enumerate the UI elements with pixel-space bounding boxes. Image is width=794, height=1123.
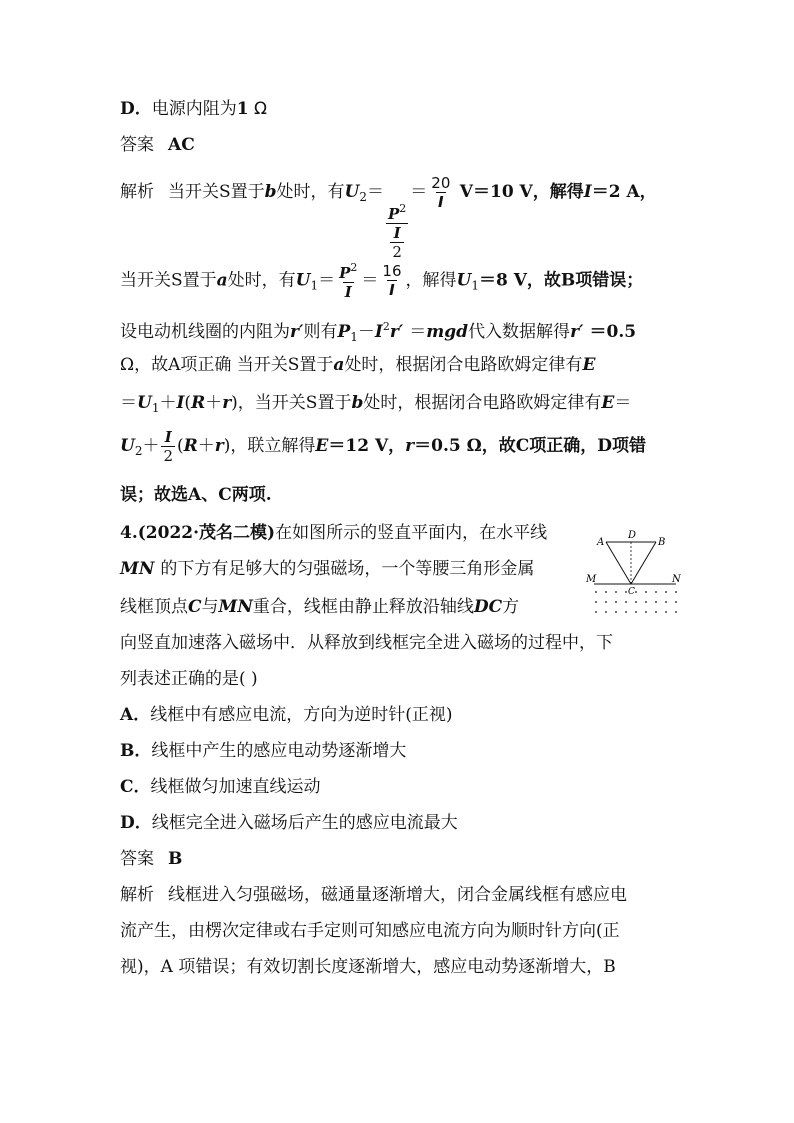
option-text: 电源内阻为 (151, 99, 237, 119)
text: ( (184, 393, 192, 413)
q4-option-d (120, 810, 458, 836)
text: 在如图所示的竖直平面内，在水平线 (275, 523, 548, 543)
q4-analysis-line-2 (120, 918, 620, 944)
q4-analysis-line-1 (120, 882, 627, 908)
text: 处时，根据闭合电路欧姆定律有 (363, 393, 602, 413)
text: ＝ (120, 393, 137, 413)
text: ＝ (410, 182, 428, 202)
q4-line-2 (120, 556, 534, 582)
q4-option-c (120, 774, 321, 800)
var: I (176, 393, 185, 413)
var: I (374, 322, 383, 342)
subscript: 2 (359, 190, 368, 204)
frame-left-edge (606, 542, 631, 584)
var: I (344, 283, 352, 301)
var: P (337, 322, 351, 342)
fraction-p2-over-i (337, 262, 359, 300)
text: ，解得 (405, 270, 457, 291)
var: U (120, 436, 135, 456)
var: U (456, 270, 472, 291)
option-text: 线框中产生的感应电动势逐渐增大 (151, 741, 407, 761)
option-text: 线框做匀加速直线运动 (150, 777, 321, 797)
label-m: M (586, 574, 597, 585)
var: MN (120, 559, 155, 579)
var: U (295, 270, 311, 291)
prev-analysis-line-5 (120, 390, 631, 421)
var: C (188, 597, 202, 617)
prev-option-d (120, 96, 267, 122)
var: I (393, 224, 401, 242)
text: ＝8 V，故B项错误； (478, 270, 644, 291)
var: r (222, 393, 232, 413)
text: 处时，根据闭合电路欧姆定律有 (344, 355, 583, 375)
superscript: 2 (382, 320, 390, 333)
var: a (333, 355, 345, 375)
var: E (601, 393, 615, 413)
var: I (389, 281, 395, 299)
superscript: 2 (350, 261, 358, 274)
var: P (388, 205, 400, 223)
var: U (137, 393, 152, 413)
prev-analysis-line-6 (120, 422, 646, 475)
q4-line-4 (120, 630, 613, 656)
q4-answer (120, 846, 182, 872)
subscript: 2 (134, 444, 143, 458)
text: 则有 (303, 322, 338, 342)
var: I (164, 427, 172, 446)
text: 方 (502, 597, 520, 617)
prev-analysis-line-7 (120, 482, 272, 508)
text: 向竖直加速落入磁场中．从释放到线框完全进入磁场的过程中，下 (120, 633, 613, 653)
number: 2 (163, 446, 174, 465)
var: DC (473, 597, 503, 617)
label-n: N (672, 574, 681, 585)
var: a (216, 270, 228, 291)
prev-answer (120, 132, 195, 158)
text: 设电动机线圈的内阻为 (120, 322, 290, 342)
number: 20 (431, 173, 451, 192)
inner-fraction (390, 226, 404, 260)
text: 线框进入匀强磁场，磁通量逐渐增大，闭合金属线框有感应电 (168, 885, 627, 905)
text: 处时，有 (227, 270, 296, 291)
text: V＝10 V，解得 (459, 182, 584, 202)
text: 重合，线框由静止释放沿轴线 (252, 597, 474, 617)
subscript: 1 (471, 278, 479, 293)
subscript: 1 (151, 401, 160, 415)
answer-value: B (168, 849, 183, 869)
answer-value: AC (168, 135, 195, 155)
text: 当开关S置于 (120, 270, 217, 291)
var: R (191, 393, 206, 413)
text: ＝ (361, 270, 379, 291)
text: )，联立解得 (223, 436, 316, 456)
var: r′ (570, 322, 584, 342)
text: 视)，A 项错误；有效切割长度逐渐增大，感应电动势逐渐增大，B (120, 957, 616, 977)
text: ＝0.5 Ω，故C项正确，D项错 (414, 436, 647, 456)
option-label: A． (120, 705, 151, 725)
text: ＋ (205, 393, 223, 413)
prev-analysis-line-2 (120, 262, 643, 304)
q4-line-1 (120, 520, 547, 546)
subscript: 1 (350, 330, 358, 344)
prev-analysis-line-4 (120, 352, 595, 378)
var: b (351, 393, 364, 413)
option-label: B． (120, 741, 152, 761)
text: ＝ (318, 270, 336, 291)
var: P (339, 264, 351, 282)
q4-line-5 (120, 666, 258, 692)
var: r (405, 436, 415, 456)
text: 的下方有足够大的匀强磁场，一个等腰三角形金属 (160, 559, 535, 579)
text: ( (177, 436, 184, 456)
var: r′ (290, 322, 304, 342)
fraction-20-over-i (429, 173, 452, 211)
q4-line-3 (120, 594, 519, 620)
text: ＝ (409, 322, 427, 342)
text: 列表述正确的是( ) (120, 669, 258, 689)
var: U (344, 182, 360, 202)
q4-analysis-line-3 (120, 954, 616, 980)
option-text: 线框完全进入磁场后产生的感应电流最大 (151, 813, 458, 833)
text: Ω，故A项正确 当开关S置于 (120, 355, 334, 375)
var: I (438, 192, 444, 211)
option-label: D． (120, 813, 152, 833)
text: 误；故选A、C两项. (120, 485, 272, 505)
frame-right-edge (631, 542, 656, 584)
prev-analysis-line-3 (120, 314, 636, 350)
var: I (583, 182, 592, 202)
var: mgd (426, 322, 469, 342)
var: r (214, 436, 224, 456)
superscript: 2 (399, 202, 407, 215)
text: － (357, 322, 375, 342)
label-d: D (628, 530, 637, 541)
label-b: B (658, 537, 666, 548)
fraction-p2-over-i-half (386, 203, 408, 260)
question-source: (2022·茂名二模) (137, 523, 276, 543)
subscript: 1 (310, 278, 319, 293)
fraction-i-over-2 (161, 427, 175, 465)
prev-analysis-line-1 (120, 162, 657, 260)
text: ＝2 A， (591, 182, 657, 202)
triangle-frame-figure (586, 524, 682, 624)
var: MN (218, 597, 253, 617)
label-c: C (628, 587, 635, 597)
option-label: C． (120, 777, 151, 797)
number: 2 (392, 243, 402, 261)
text: ＋ (197, 436, 215, 456)
option-text: 线框中有感应电流，方向为逆时针(正视) (150, 705, 453, 725)
var: E (315, 436, 329, 456)
text: ＋ (142, 436, 160, 456)
number: 16 (382, 262, 402, 280)
var: E (582, 355, 596, 375)
magnetic-field-dots (595, 591, 677, 613)
var: r′ (389, 322, 404, 342)
text: ＝12 V， (328, 436, 406, 456)
var: b (264, 182, 277, 202)
question-number: 4. (120, 523, 138, 543)
option-value: 1 (236, 99, 249, 119)
label-a: A (597, 537, 605, 548)
q4-option-b (120, 738, 406, 764)
text: 代入数据解得 (468, 322, 571, 342)
text: 线框顶点 (120, 597, 188, 617)
text: ＝ (614, 393, 632, 413)
text: )，当开关S置于 (231, 393, 352, 413)
option-unit: Ω (254, 99, 267, 119)
analysis-label: 解析 (120, 182, 154, 202)
text: 与 (201, 597, 219, 617)
answer-label: 答案 (120, 849, 154, 869)
q4-option-a (120, 702, 452, 728)
text: 当开关S置于 (168, 182, 265, 202)
analysis-label: 解析 (120, 885, 154, 905)
answer-label: 答案 (120, 135, 154, 155)
fraction-16-over-i (380, 264, 403, 298)
option-label: D． (120, 99, 152, 119)
text: 流产生，由楞次定律或右手定则可知感应电流方向为顺时针方向(正 (120, 921, 620, 941)
text: ＝0.5 (589, 322, 637, 342)
text: ＝ (367, 182, 385, 202)
text: ＋ (159, 393, 177, 413)
var: R (183, 436, 198, 456)
text: 处时，有 (276, 182, 345, 202)
